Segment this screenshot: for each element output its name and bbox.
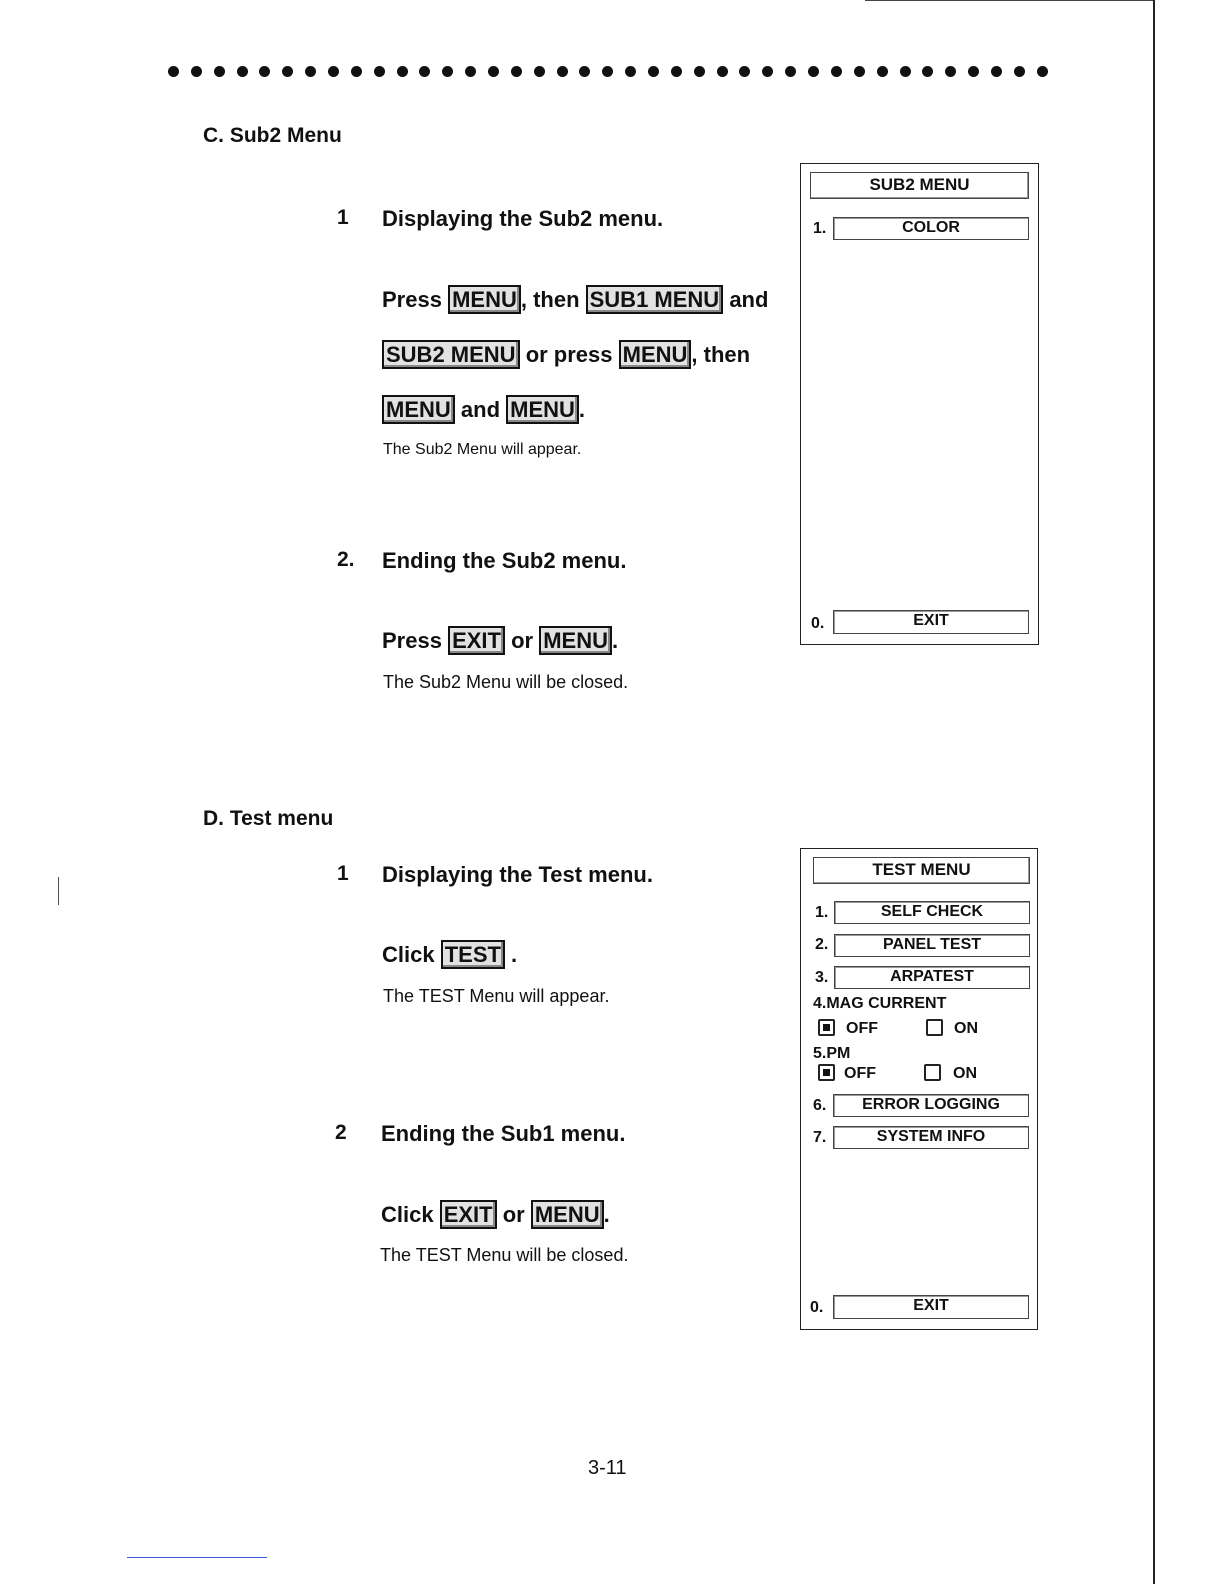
- item-number: 0.: [810, 1299, 824, 1316]
- menu-key[interactable]: MENU: [382, 395, 455, 424]
- exit-menu-item[interactable]: EXIT: [833, 610, 1029, 634]
- panel-title: TEST MENU: [813, 857, 1030, 884]
- instruction-text: or press: [519, 342, 619, 367]
- menu-key[interactable]: MENU: [619, 340, 692, 369]
- sub2-menu-key[interactable]: SUB2 MENU: [382, 340, 520, 369]
- page-number: 3-11: [588, 1457, 627, 1479]
- pm-label: 5.PM: [813, 1045, 851, 1062]
- step-number: 2: [335, 1121, 347, 1144]
- test-menu-panel: [800, 848, 1038, 1330]
- step-heading: Ending the Sub1 menu.: [381, 1121, 626, 1146]
- item-number: 6.: [813, 1097, 827, 1114]
- instruction-line: [382, 272, 802, 327]
- step-heading: Displaying the Sub2 menu.: [382, 206, 664, 231]
- pm-on-radio[interactable]: [924, 1064, 941, 1081]
- instruction-text: .: [603, 1202, 610, 1227]
- instruction-text: .: [504, 942, 518, 967]
- mag-on-radio[interactable]: [926, 1019, 943, 1036]
- error-logging-menu-item[interactable]: ERROR LOGGING: [833, 1094, 1029, 1117]
- instruction-line: [382, 382, 802, 437]
- menu-key[interactable]: MENU: [531, 1200, 604, 1229]
- instruction-line: [382, 613, 618, 668]
- page-top-edge: [865, 0, 1155, 1]
- instruction-line: [382, 327, 802, 382]
- step-note: The TEST Menu will be closed.: [380, 1245, 629, 1265]
- margin-mark: [58, 877, 59, 905]
- instruction-text: Press: [382, 287, 449, 312]
- panel-title: SUB2 MENU: [810, 172, 1029, 199]
- self-check-menu-item[interactable]: SELF CHECK: [834, 901, 1030, 924]
- step-note: The Sub2 Menu will appear.: [383, 441, 582, 458]
- instruction-text: Press: [382, 628, 449, 653]
- step-number: 1: [337, 206, 349, 229]
- mag-off-radio[interactable]: [818, 1019, 835, 1036]
- item-number: 1.: [815, 904, 829, 921]
- footer-line: [127, 1557, 267, 1558]
- instruction-text: or: [504, 628, 540, 653]
- exit-key[interactable]: EXIT: [440, 1200, 497, 1229]
- instruction-text: Click: [381, 1202, 440, 1227]
- exit-menu-item[interactable]: EXIT: [833, 1295, 1029, 1319]
- instruction-text: .: [611, 628, 619, 653]
- instruction-text: or: [496, 1202, 531, 1227]
- section-d-title: D. Test menu: [203, 807, 334, 830]
- menu-key[interactable]: MENU: [506, 395, 579, 424]
- step-note: The Sub2 Menu will be closed.: [383, 672, 629, 692]
- section-c-title: C. Sub2 Menu: [203, 124, 342, 147]
- system-info-menu-item[interactable]: SYSTEM INFO: [833, 1126, 1029, 1149]
- step-note: The TEST Menu will appear.: [383, 986, 610, 1006]
- menu-key[interactable]: MENU: [448, 285, 521, 314]
- instruction-line: [381, 1187, 610, 1242]
- instruction-text: , then: [520, 287, 586, 312]
- instruction-block: [382, 272, 802, 437]
- sub1-menu-key[interactable]: SUB1 MENU: [586, 285, 724, 314]
- panel-test-menu-item[interactable]: PANEL TEST: [834, 934, 1030, 957]
- instruction-text: and: [723, 287, 769, 312]
- sub2-menu-panel: [800, 163, 1039, 645]
- item-number: 0.: [811, 615, 825, 632]
- item-number: 1.: [813, 220, 827, 237]
- item-number: 3.: [815, 969, 829, 986]
- pm-off-radio[interactable]: [818, 1064, 835, 1081]
- item-number: 7.: [813, 1129, 827, 1146]
- exit-key[interactable]: EXIT: [448, 626, 505, 655]
- mag-on-label: ON: [954, 1020, 978, 1037]
- menu-key[interactable]: MENU: [539, 626, 612, 655]
- step-number: 1: [337, 862, 349, 885]
- page-right-edge: [1153, 0, 1155, 1584]
- pm-off-label: OFF: [844, 1065, 876, 1082]
- instruction-line: [382, 927, 517, 982]
- arpatest-menu-item[interactable]: ARPATEST: [834, 966, 1030, 989]
- instruction-text: and: [454, 397, 507, 422]
- dot-divider: [168, 66, 1048, 77]
- item-number: 2.: [815, 936, 829, 953]
- test-key[interactable]: TEST: [441, 940, 505, 969]
- instruction-text: Click: [382, 942, 441, 967]
- mag-off-label: OFF: [846, 1020, 878, 1037]
- instruction-text: , then: [691, 342, 751, 367]
- color-menu-item[interactable]: COLOR: [833, 217, 1029, 240]
- step-number: 2.: [337, 548, 355, 571]
- pm-on-label: ON: [953, 1065, 977, 1082]
- step-heading: Ending the Sub2 menu.: [382, 548, 627, 573]
- instruction-text: .: [578, 397, 586, 422]
- step-heading: Displaying the Test menu.: [382, 862, 653, 887]
- mag-current-label: 4.MAG CURRENT: [813, 995, 947, 1012]
